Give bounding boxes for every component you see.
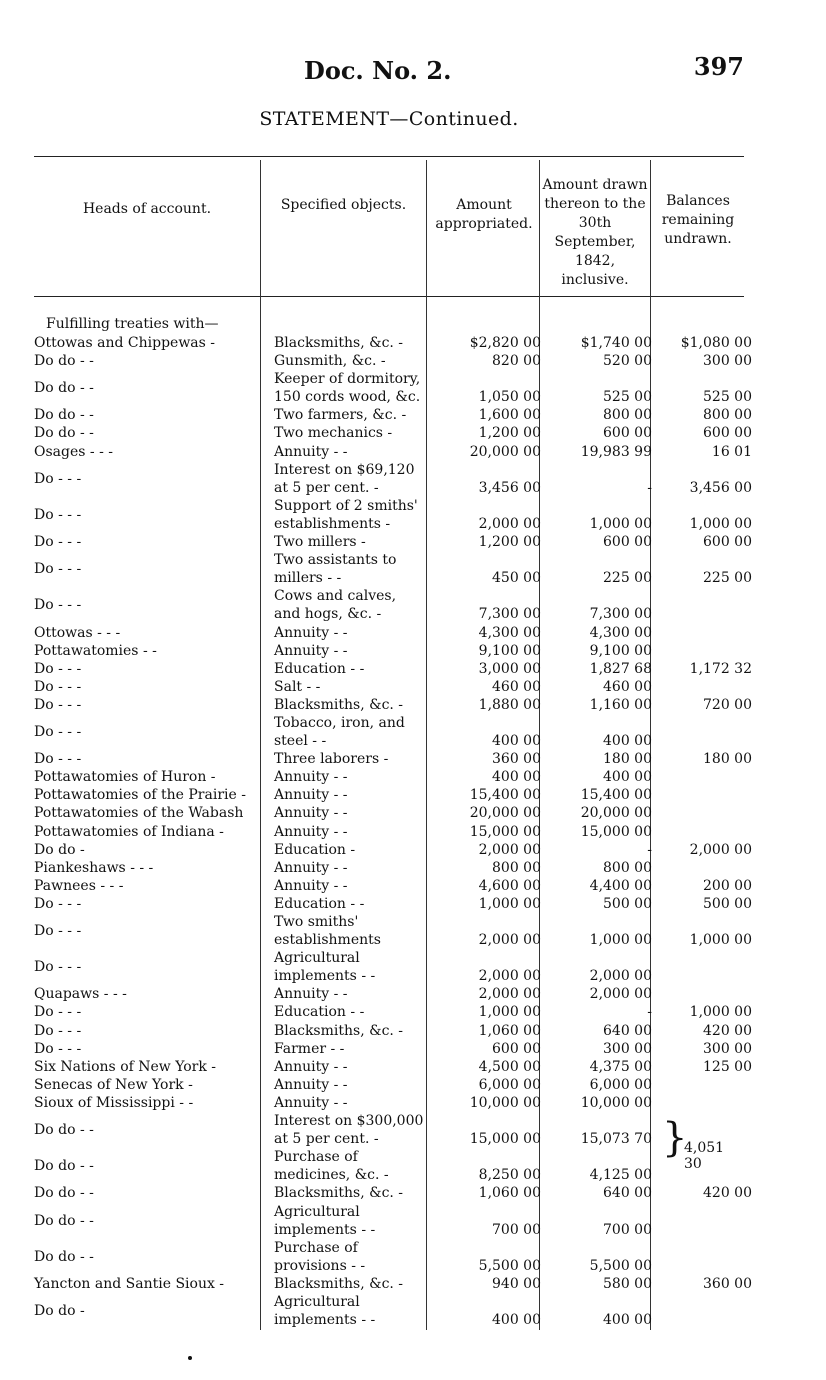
- amount-appropriated: 400 00: [492, 1312, 541, 1329]
- table-row: [34, 985, 774, 1003]
- amount-drawn: -: [647, 1004, 652, 1021]
- amount-appropriated: 1,060 00: [478, 1185, 541, 1202]
- specified-object: Annuity - -: [274, 443, 348, 460]
- table-row: [34, 714, 774, 750]
- amount-drawn: 800 00: [603, 859, 652, 876]
- table-row: [34, 1094, 774, 1112]
- amount-drawn: 9,100 00: [589, 642, 652, 659]
- table-row: [34, 804, 774, 822]
- specified-object: Education - -: [274, 660, 365, 677]
- specified-object: Blacksmiths, &c. -: [274, 696, 404, 713]
- balance-undrawn: 600 00: [703, 425, 752, 442]
- amount-appropriated: 1,200 00: [478, 534, 541, 551]
- amount-drawn: 1,160 00: [589, 696, 652, 713]
- amount-appropriated: 2,000 00: [478, 968, 541, 985]
- specified-object: Education -: [274, 841, 356, 858]
- specified-object: Three laborers -: [274, 751, 389, 768]
- specified-object: Tobacco, iron, and steel - -: [274, 714, 405, 750]
- table-row: [34, 497, 774, 533]
- table-row: [34, 1076, 774, 1094]
- amount-appropriated: 460 00: [492, 678, 541, 695]
- table-row: [34, 823, 774, 841]
- amount-drawn: 10,000 00: [580, 1094, 652, 1111]
- amount-drawn: 15,073 70: [580, 1131, 652, 1148]
- amount-drawn: $1,740 00: [580, 335, 652, 351]
- amount-appropriated: 1,000 00: [478, 1004, 541, 1021]
- table-row: [34, 624, 774, 642]
- head-of-account: Do - - -: [34, 1040, 82, 1057]
- balance-undrawn: 420 00: [703, 1185, 752, 1202]
- head-of-account: Six Nations of New York -: [34, 1058, 217, 1075]
- amount-drawn: 180 00: [603, 751, 652, 768]
- amount-drawn: -: [647, 841, 652, 858]
- amount-drawn: -: [647, 479, 652, 496]
- head-of-account: Sioux of Mississippi - -: [34, 1094, 194, 1111]
- table-row: [34, 461, 774, 497]
- head-of-account: Pottawatomies of Indiana -: [34, 823, 224, 840]
- table-row: [34, 678, 774, 696]
- table-row: [34, 1275, 774, 1293]
- amount-drawn: 500 00: [603, 895, 652, 912]
- amount-drawn: 300 00: [603, 1040, 652, 1057]
- top-rule: [34, 156, 744, 157]
- specified-object: Annuity - -: [274, 624, 348, 641]
- table-row: [34, 768, 774, 786]
- head-of-account: Do do -: [34, 841, 85, 858]
- table-row: [34, 841, 774, 859]
- head-of-account: Do do - -: [34, 353, 94, 370]
- table-row: [34, 1058, 774, 1076]
- amount-appropriated: 1,060 00: [478, 1022, 541, 1039]
- head-of-account: Osages - - -: [34, 443, 113, 460]
- head-of-account: Do - - -: [34, 1022, 82, 1039]
- table-row: [34, 406, 774, 424]
- table-row: [34, 750, 774, 768]
- table-row: [34, 859, 774, 877]
- table-row: [34, 587, 774, 623]
- head-of-account: Ottowas and Chippewas -: [34, 335, 216, 351]
- amount-drawn: 640 00: [603, 1185, 652, 1202]
- amount-appropriated: 800 00: [492, 859, 541, 876]
- head-of-account: Do - - -: [34, 895, 82, 912]
- amount-appropriated: 1,600 00: [478, 407, 541, 424]
- col-heads-of-account: Heads of account.: [82, 201, 212, 217]
- amount-appropriated: 2,000 00: [478, 932, 541, 949]
- table-row: [34, 424, 774, 442]
- table-row: [34, 696, 774, 714]
- amount-appropriated: 940 00: [492, 1275, 541, 1292]
- amount-appropriated: 820 00: [492, 353, 541, 370]
- specified-object: Support of 2 smiths' establishments -: [274, 497, 418, 532]
- head-of-account: Do do - -: [34, 1248, 94, 1265]
- head-of-account: Do do - -: [34, 1122, 94, 1139]
- specified-object: Two smiths' establishments: [274, 914, 381, 949]
- amount-drawn: 1,827 68: [589, 660, 652, 677]
- balance-undrawn: 720 00: [703, 696, 752, 713]
- amount-drawn: 640 00: [603, 1022, 652, 1039]
- table-row: [34, 1022, 774, 1040]
- specified-object: Cows and calves, and hogs, &c. -: [274, 588, 397, 623]
- head-of-account: Do - - -: [34, 561, 82, 578]
- specified-object: Purchase of provisions - -: [274, 1239, 366, 1274]
- col-amount-drawn: Amount drawn thereon to the 30th September, 1842, inclusive.: [542, 177, 648, 288]
- specified-object: Education - -: [274, 895, 365, 912]
- amount-drawn: 6,000 00: [589, 1076, 652, 1093]
- head-of-account: Do do - -: [34, 425, 94, 442]
- table-row: [34, 895, 774, 913]
- amount-appropriated: 8,250 00: [478, 1167, 541, 1184]
- amount-drawn: 400 00: [603, 733, 652, 750]
- col-specified-objects: Specified objects.: [280, 197, 407, 213]
- specified-object: Annuity - -: [274, 823, 348, 840]
- specified-object: Annuity - -: [274, 1094, 348, 1111]
- balance-undrawn: 525 00: [703, 389, 752, 406]
- amount-drawn: 400 00: [603, 769, 652, 786]
- head-of-account: Do do - -: [34, 407, 94, 424]
- amount-drawn: 7,300 00: [589, 606, 652, 623]
- document-page: [34, 0, 752, 1380]
- specified-object: Blacksmiths, &c. -: [274, 335, 404, 351]
- balance-undrawn: 1,000 00: [689, 515, 752, 532]
- table-row: [34, 551, 774, 587]
- amount-drawn: 5,500 00: [589, 1257, 652, 1274]
- amount-appropriated: 4,300 00: [478, 624, 541, 641]
- head-of-account: Ottowas - - -: [34, 624, 121, 641]
- table-row: [34, 877, 774, 895]
- page-number: 397: [693, 52, 744, 81]
- balance-undrawn: 1,000 00: [689, 1004, 752, 1021]
- specified-object: Agricultural implements - -: [274, 1293, 376, 1329]
- amount-appropriated: 10,000 00: [469, 1094, 541, 1111]
- brace-icon: }: [662, 1115, 688, 1161]
- amount-drawn: 1,000 00: [589, 515, 652, 532]
- page-header: [34, 52, 744, 88]
- specified-object: Interest on $69,120 at 5 per cent. -: [274, 461, 415, 496]
- amount-appropriated: 6,000 00: [478, 1076, 541, 1093]
- specified-object: Two farmers, &c. -: [274, 407, 407, 424]
- amount-drawn: 4,300 00: [589, 624, 652, 641]
- amount-drawn: 4,400 00: [589, 877, 652, 894]
- amount-appropriated: 1,200 00: [478, 425, 541, 442]
- table-row: [34, 660, 774, 678]
- head-of-account: Do - - -: [34, 724, 82, 741]
- head-of-account: Do do - -: [34, 1158, 94, 1175]
- head-of-account: Do do - -: [34, 1212, 94, 1229]
- specified-object: Two mechanics -: [274, 425, 393, 442]
- table-row: [34, 949, 774, 985]
- amount-drawn: 1,000 00: [589, 932, 652, 949]
- table-row: [34, 533, 774, 551]
- specified-object: Gunsmith, &c. -: [274, 353, 386, 370]
- amount-drawn: 225 00: [603, 570, 652, 587]
- doc-title: Doc. No. 2.: [304, 56, 452, 85]
- table-row: [34, 443, 774, 461]
- specified-object: Annuity - -: [274, 859, 348, 876]
- head-of-account: Do - - -: [34, 597, 82, 614]
- balance-undrawn: 16 01: [711, 443, 752, 460]
- amount-appropriated: 20,000 00: [469, 443, 541, 460]
- balance-undrawn: 225 00: [703, 570, 752, 587]
- specified-object: Blacksmiths, &c. -: [274, 1022, 404, 1039]
- amount-appropriated: 15,000 00: [469, 823, 541, 840]
- specified-object: Annuity - -: [274, 787, 348, 804]
- specified-object: Farmer - -: [274, 1040, 345, 1057]
- amount-appropriated: 1,880 00: [478, 696, 541, 713]
- specified-object: Keeper of dormitory, 150 cords wood, &c.: [274, 371, 421, 406]
- amount-drawn: 4,125 00: [589, 1167, 652, 1184]
- head-of-account: Yancton and Santie Sioux -: [34, 1275, 225, 1292]
- amount-drawn: 700 00: [603, 1221, 652, 1238]
- amount-drawn: 15,400 00: [580, 787, 652, 804]
- amount-drawn: 20,000 00: [580, 805, 652, 822]
- amount-appropriated: 400 00: [492, 769, 541, 786]
- head-of-account: Do do - -: [34, 380, 94, 397]
- balance-undrawn: 800 00: [703, 407, 752, 424]
- head-of-account: Do - - -: [34, 923, 82, 940]
- amount-appropriated: 1,050 00: [478, 389, 541, 406]
- balance-undrawn: $1,080 00: [680, 335, 752, 351]
- table-row: [34, 1239, 774, 1275]
- amount-appropriated: 4,500 00: [478, 1058, 541, 1075]
- header-rule: [34, 296, 744, 297]
- table-row: [34, 370, 774, 406]
- amount-appropriated: 700 00: [492, 1221, 541, 1238]
- head-of-account: Do - - -: [34, 660, 82, 677]
- head-of-account: Piankeshaws - - -: [34, 859, 154, 876]
- table-row: [34, 334, 774, 352]
- specified-object: Annuity - -: [274, 986, 348, 1003]
- balance-undrawn: 180 00: [703, 751, 752, 768]
- specified-object: Annuity - -: [274, 1058, 348, 1075]
- head-of-account: Pottawatomies - -: [34, 642, 157, 659]
- head-of-account: Pottawatomies of the Prairie -: [34, 787, 246, 804]
- specified-object: Interest on $300,000 at 5 per cent. -: [274, 1113, 424, 1148]
- balance-undrawn: 1,000 00: [689, 932, 752, 949]
- amount-appropriated: 15,400 00: [469, 787, 541, 804]
- amount-drawn: 460 00: [603, 678, 652, 695]
- head-of-account: Pottawatomies of the Wabash: [34, 805, 244, 822]
- balance-undrawn: 1,172 32: [689, 660, 752, 677]
- amount-drawn: 580 00: [603, 1275, 652, 1292]
- section-heading: Fulfilling treaties with—: [46, 316, 219, 332]
- head-of-account: Do do -: [34, 1303, 85, 1320]
- amount-appropriated: 600 00: [492, 1040, 541, 1057]
- specified-object: Agricultural implements - -: [274, 1203, 376, 1238]
- col-balances: Balances remaining undrawn.: [661, 193, 735, 247]
- head-of-account: Do - - -: [34, 696, 82, 713]
- amount-appropriated: 7,300 00: [478, 606, 541, 623]
- specified-object: Annuity - -: [274, 805, 348, 822]
- head-of-account: Do - - -: [34, 506, 82, 523]
- balance-undrawn: 300 00: [703, 1040, 752, 1057]
- ink-dot: [188, 1356, 192, 1360]
- balance-undrawn: 125 00: [703, 1058, 752, 1075]
- balance-undrawn: 3,456 00: [689, 479, 752, 496]
- amount-appropriated: 2,000 00: [478, 515, 541, 532]
- specified-object: Agricultural implements - -: [274, 950, 376, 985]
- amount-appropriated: 2,000 00: [478, 841, 541, 858]
- balance-undrawn: 300 00: [703, 353, 752, 370]
- amount-drawn: 2,000 00: [589, 968, 652, 985]
- balance-undrawn: 2,000 00: [689, 841, 752, 858]
- amount-drawn: 800 00: [603, 407, 652, 424]
- table-row: [34, 1203, 774, 1239]
- specified-object: Purchase of medicines, &c. -: [274, 1149, 389, 1184]
- head-of-account: Do - - -: [34, 751, 82, 768]
- head-of-account: Do do - -: [34, 1185, 94, 1202]
- statement-table: [34, 316, 774, 1329]
- specified-object: Two millers -: [274, 534, 366, 551]
- specified-object: Annuity - -: [274, 642, 348, 659]
- amount-drawn: 400 00: [603, 1312, 652, 1329]
- amount-appropriated: $2,820 00: [469, 335, 541, 351]
- head-of-account: Pawnees - - -: [34, 877, 124, 894]
- specified-object: Education - -: [274, 1004, 365, 1021]
- head-of-account: Pottawatomies of Huron -: [34, 769, 216, 786]
- specified-object: Two assistants to millers - -: [274, 552, 397, 587]
- specified-object: Salt - -: [274, 678, 321, 695]
- amount-drawn: 4,375 00: [589, 1058, 652, 1075]
- table-row: [34, 913, 774, 949]
- balance-undrawn: 360 00: [703, 1275, 752, 1292]
- head-of-account: Quapaws - - -: [34, 986, 127, 1003]
- amount-appropriated: 3,456 00: [478, 479, 541, 496]
- statement-title: STATEMENT—Continued.: [259, 108, 519, 130]
- amount-appropriated: 15,000 00: [469, 1131, 541, 1148]
- table-row: [34, 1184, 774, 1202]
- head-of-account: Do - - -: [34, 959, 82, 976]
- amount-appropriated: 5,500 00: [478, 1257, 541, 1274]
- specified-object: Blacksmiths, &c. -: [274, 1275, 404, 1292]
- amount-drawn: 600 00: [603, 534, 652, 551]
- amount-drawn: 520 00: [603, 353, 652, 370]
- table-row: [34, 1003, 774, 1021]
- specified-object: Annuity - -: [274, 877, 348, 894]
- amount-appropriated: 9,100 00: [478, 642, 541, 659]
- balance-undrawn: 500 00: [703, 895, 752, 912]
- amount-drawn: 600 00: [603, 425, 652, 442]
- amount-appropriated: 1,000 00: [478, 895, 541, 912]
- head-of-account: Do - - -: [34, 1004, 82, 1021]
- head-of-account: Senecas of New York -: [34, 1076, 193, 1093]
- head-of-account: Do - - -: [34, 470, 82, 487]
- table-row: [34, 642, 774, 660]
- amount-drawn: 2,000 00: [589, 986, 652, 1003]
- table-row: [34, 1293, 774, 1329]
- amount-drawn: 19,983 99: [580, 443, 652, 460]
- specified-object: Annuity - -: [274, 769, 348, 786]
- head-of-account: Do - - -: [34, 678, 82, 695]
- col-amount-appropriated: Amount appropriated.: [435, 197, 533, 232]
- table-row: [34, 1040, 774, 1058]
- amount-appropriated: 4,600 00: [478, 877, 541, 894]
- amount-appropriated: 2,000 00: [478, 986, 541, 1003]
- brace-balance: 4,051 30: [684, 1140, 725, 1172]
- amount-appropriated: 3,000 00: [478, 660, 541, 677]
- table-row: [34, 786, 774, 804]
- amount-appropriated: 450 00: [492, 570, 541, 587]
- amount-appropriated: 20,000 00: [469, 805, 541, 822]
- balance-undrawn: 420 00: [703, 1022, 752, 1039]
- amount-drawn: 15,000 00: [580, 823, 652, 840]
- table-row: [34, 352, 774, 370]
- specified-object: Blacksmiths, &c. -: [274, 1185, 404, 1202]
- amount-appropriated: 360 00: [492, 751, 541, 768]
- head-of-account: Do - - -: [34, 534, 82, 551]
- amount-drawn: 525 00: [603, 389, 652, 406]
- specified-object: Annuity - -: [274, 1076, 348, 1093]
- balance-undrawn: 600 00: [703, 534, 752, 551]
- amount-appropriated: 400 00: [492, 733, 541, 750]
- balance-undrawn: 200 00: [703, 877, 752, 894]
